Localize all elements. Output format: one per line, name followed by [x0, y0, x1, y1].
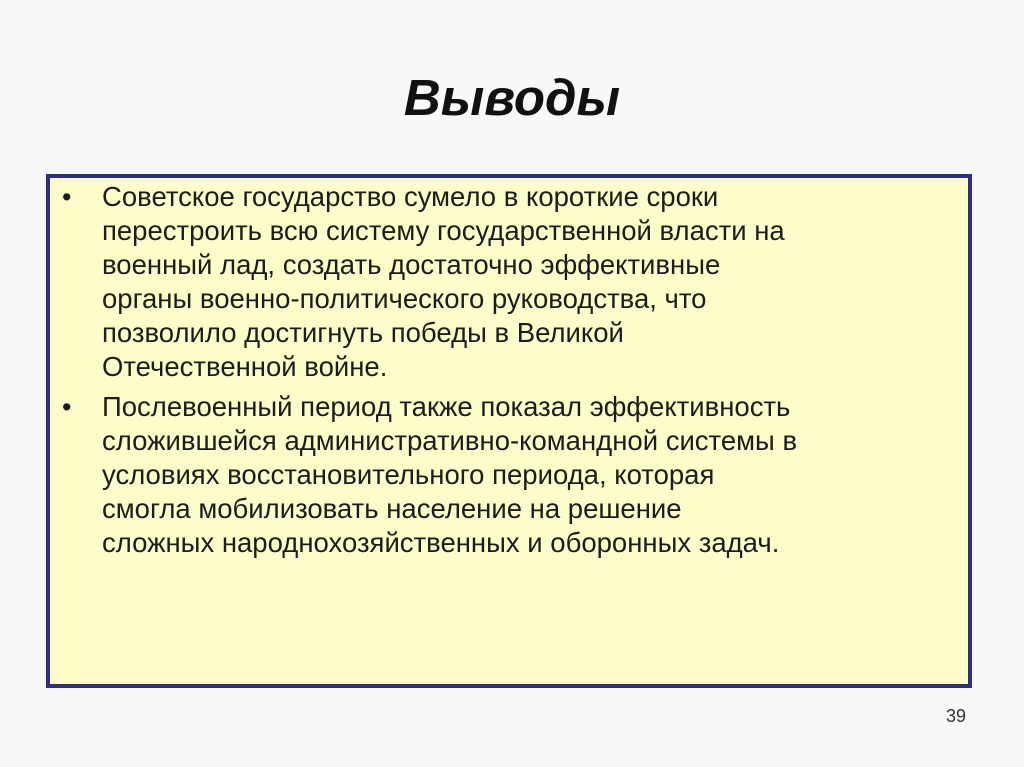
page-number: 39: [945, 706, 967, 726]
content-box: [46, 174, 972, 688]
bullet-icon: •: [62, 392, 72, 422]
bullet-text-line: Советское государство сумело в короткие сроки: [102, 181, 719, 212]
bullet-text-line: военный лад, создать достаточно эффективные: [102, 249, 721, 280]
bullet-text-line: смогла мобилизовать население на решение: [102, 493, 682, 524]
bullet-text-line: сложных народнохозяйственных и оборонных задач.: [102, 527, 780, 558]
bullet-text-line: перестроить всю систему государственной власти на: [102, 215, 785, 246]
bullet-item: [60, 180, 966, 384]
slide-title: Выводы: [403, 69, 621, 126]
bullet-text-line: органы военно-политического руководства, что: [102, 283, 707, 314]
bullet-text-line: Послевоенный период также показал эффективность: [102, 391, 791, 422]
bullet-text-line: сложившейся административно-командной системы в: [102, 425, 798, 456]
bullet-list: [60, 180, 966, 566]
bullet-text-line: Отечественной войне.: [102, 351, 388, 382]
bullet-text-line: позволило достигнуть победы в Великой: [102, 317, 624, 348]
bullet-item: [60, 390, 966, 560]
bullet-icon: •: [62, 182, 72, 212]
bullet-text-line: условиях восстановительного периода, которая: [102, 459, 715, 490]
